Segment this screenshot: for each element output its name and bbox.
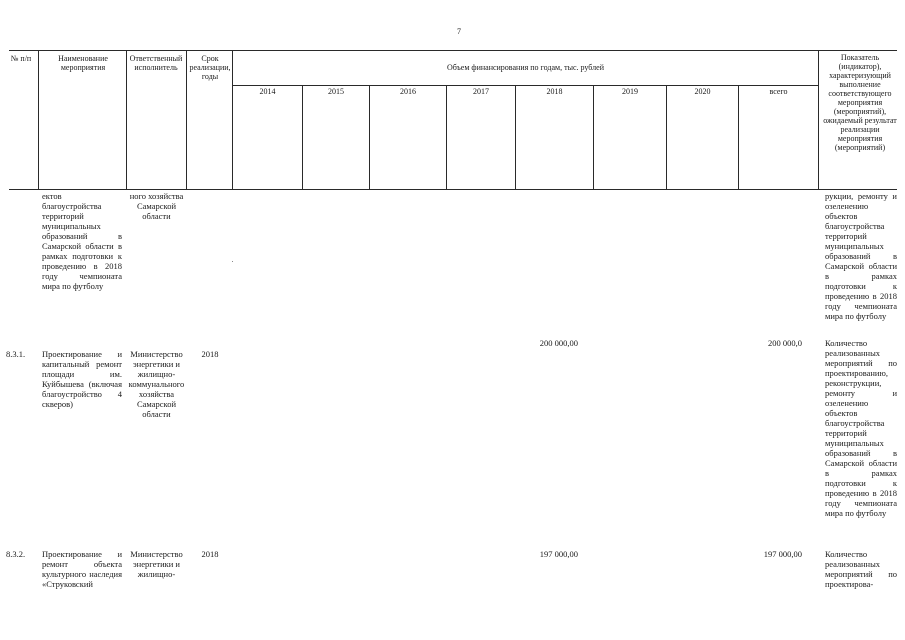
row-responsible: Министерство энергетики и жилищно-коммунального хозяйства Самарской области xyxy=(128,349,185,419)
row-term: 2018 xyxy=(201,349,219,359)
row-amount-total: 197 000,00 xyxy=(763,549,802,559)
header-top-border xyxy=(9,50,897,51)
row-indicator: Количество реализованных мероприятий по проектирова- xyxy=(825,549,897,589)
row-responsible: Министерство энергетики и жилищно- xyxy=(130,549,183,579)
header-col-divider xyxy=(302,85,303,190)
row-amount-2018: 197 000,00 xyxy=(539,549,578,559)
header-year-2017: 2017 xyxy=(473,87,489,96)
row-name: Проектирование и капитальный ремонт площади им. Куйбышева (включая благоустройство 4 скверов) xyxy=(42,349,122,409)
header-col-divider xyxy=(593,85,594,190)
header-col-divider xyxy=(38,50,39,190)
header-year-2018: 2018 xyxy=(546,87,563,96)
header-year-2020: 2020 xyxy=(694,87,711,96)
header-bottom-border xyxy=(9,189,897,190)
row-number: 8.3.1. xyxy=(6,349,26,359)
header-indicator: Показатель (индикатор), характеризующий выполнение соответствующего мероприятия (мероприятий), ожидаемый результат реализации мероприятия (мероприятий) xyxy=(823,53,897,152)
row-amount-2018: 200 000,00 xyxy=(539,338,578,348)
header-col-divider xyxy=(186,50,187,190)
row-indicator: Количество реализованных мероприятий по проектированию, реконструкции, ремонту и озеленению объектов благоустройства территорий муниципальных образований в Самарской области в рамках подготовки к проведению в 2018 году чемпионата мира по футболу xyxy=(825,338,897,518)
row-indicator: рукции, ремонту и озеленению объектов благоустройства территорий муниципальных образований в Самарской области в рамках подготовки к проведению в 2018 году чемпионата мира по футболу xyxy=(825,191,897,321)
row-number: 8.3.2. xyxy=(6,549,26,559)
row-name: Проектирование и ремонт объекта культурного наследия «Струковский xyxy=(42,549,122,589)
row-amount-total: 200 000,0 xyxy=(768,338,802,348)
header-col-divider xyxy=(446,85,447,190)
header-financing: Объем финансирования по годам, тыс. рублей xyxy=(447,63,604,72)
header-col-divider xyxy=(818,50,819,190)
header-year-2016: 2016 xyxy=(400,87,416,96)
header-col-divider xyxy=(666,85,667,190)
row-responsible: ного хозяйства Самарской области xyxy=(129,191,184,221)
header-col-divider xyxy=(369,85,370,190)
header-name: Наименование мероприятия xyxy=(58,54,108,72)
header-num: № п/п xyxy=(10,54,32,63)
header-term: Срок реализации, годы xyxy=(189,54,231,81)
header-col-divider xyxy=(738,85,739,190)
header-year-2019: 2019 xyxy=(622,87,638,96)
row-term: 2018 xyxy=(201,549,219,559)
row-name: ектов благоустройства территорий муниципальных образований в Самарской области в рамках подготовки к проведению в 2018 году чемпионата мира по футболу xyxy=(42,191,122,291)
header-year-2015: 2015 xyxy=(328,87,344,96)
scan-speck xyxy=(232,261,233,262)
header-total: всего xyxy=(769,87,788,96)
page-number: 7 xyxy=(457,27,461,36)
header-col-divider xyxy=(515,85,516,190)
header-year-2014: 2014 xyxy=(259,87,276,96)
header-col-divider xyxy=(126,50,127,190)
header-responsible: Ответственный исполнитель xyxy=(129,54,183,72)
header-year-divider xyxy=(232,85,818,86)
